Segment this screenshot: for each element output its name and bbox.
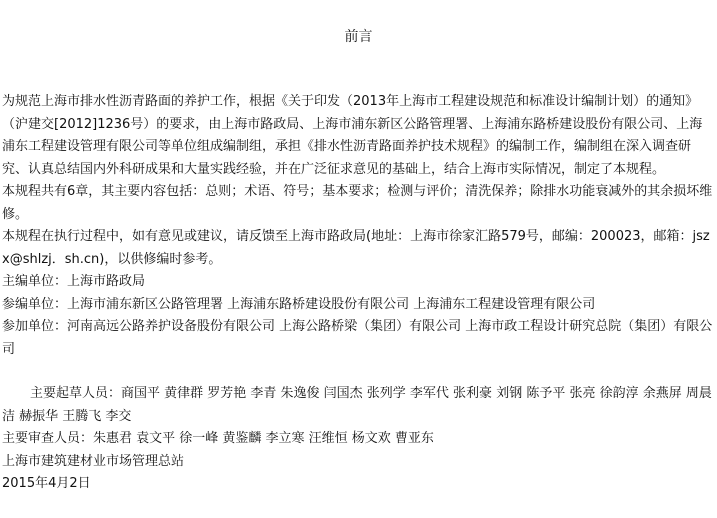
- participating-editor-units: 参编单位：上海市浦东新区公路管理署 上海浦东路桥建设股份有限公司 上海浦东工程建设管理有限公司: [2, 296, 596, 312]
- issue-date: 2015年4月2日: [2, 476, 91, 491]
- main-drafters: 主要起草人员：商国平 黄律群 罗芳艳 李青 朱逸俊 闫国杰 张列学 李军代 张利豪 刘钢 陈予平 张亮 徐韵淳 余燕屏 周晨洁 赫振华 王腾飞 李交: [2, 386, 712, 424]
- paragraph-chapters: 本规程共有6章，其主要内容包括：总则；术语、符号；基本要求；检测与评价；清洗保养；除排水功能衰减外的其余损坏维修。: [2, 184, 713, 222]
- participating-units: 参加单位：河南高远公路养护设备股份有限公司 上海公路桥梁（集团）有限公司 上海市政工程设计研究总院（集团）有限公司: [2, 319, 713, 357]
- spacer: [2, 361, 714, 383]
- paragraph-feedback: 本规程在执行过程中，如有意见或建议，请反馈至上海市路政局(地址：上海市徐家汇路579号，邮编：200023，邮箱：jszx@shlzj．sh.cn)，以供修编时参考。: [2, 229, 710, 267]
- paragraph-background: 为规范上海市排水性沥青路面的养护工作，根据《关于印发（2013年上海市工程建设规范和标准设计编制计划）的通知》（沪建交[2012]1236号）的要求，由上海市路政局、上海市浦东新区公路管理署、上海浦东路桥建设股份有限公司、上海浦东工程建设管理有限公司等单位组成编制组，承担《排水性沥青路面养护技术规程》的编制工作，编制组在深入调查研究、认真总结国内外科研成果和大量实践经验，并在广泛征求意见的基础上，结合上海市实际情况，制定了本规程。: [2, 94, 703, 177]
- page-title: 前言: [344, 29, 373, 45]
- document-body: [2, 91, 714, 496]
- chief-editor-unit: 主编单位：上海市路政局: [2, 274, 146, 289]
- issuing-organization: 上海市建筑建材业市场管理总站: [2, 453, 185, 469]
- main-reviewers: 主要审查人员：朱惠君 袁文平 徐一峰 黄鉴麟 李立寒 汪维恒 杨文欢 曹亚东: [2, 431, 434, 446]
